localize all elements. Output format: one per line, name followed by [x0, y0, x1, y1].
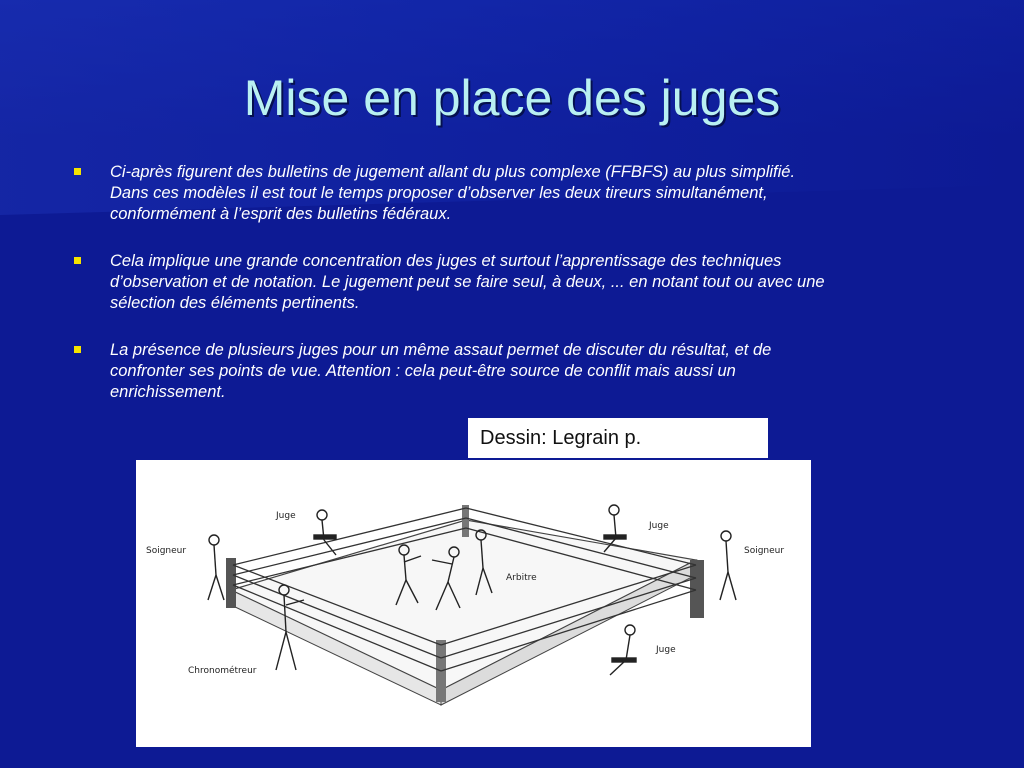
- bullet-text: La présence de plusieurs juges pour un même assaut permet de discuter du résultat, et de confronter ses points de vue. Attention : cela peut-être source de conflit mais aussi un enrichissement.: [110, 341, 772, 401]
- bullet-square-icon: [74, 346, 81, 353]
- bullet-item: [70, 162, 830, 225]
- bullet-item: [70, 251, 830, 314]
- bullet-text: Cela implique une grande concentration des juges et surtout l’apprentissage des techniques d’observation et de notation. Le jugement peut se faire seul, à deux, ... en notant tout ou avec une sélection des éléments pertinents.: [110, 252, 825, 312]
- bullet-text: Ci-après figurent des bulletins de jugement allant du plus complexe (FFBFS) au plus simplifié. Dans ces modèles il est tout le temps proposer d’observer les deux tireurs simultanément, conformément à l’esprit des bulletins fédéraux.: [110, 163, 796, 223]
- slide-title: Mise en place des juges: [243, 70, 781, 126]
- label-chronometreur: Chronométreur: [188, 666, 257, 676]
- label-juge-bottom: Juge: [656, 645, 676, 655]
- label-soigneur-right: Soigneur: [744, 546, 785, 556]
- bullet-list: [70, 162, 830, 429]
- bullet-square-icon: [74, 168, 81, 175]
- label-soigneur-left: Soigneur: [146, 546, 187, 556]
- bullet-item: [70, 340, 830, 403]
- bullet-square-icon: [74, 257, 81, 264]
- image-caption: Dessin: Legrain p.: [468, 418, 768, 458]
- label-juge-top-left: Juge: [276, 511, 296, 521]
- label-juge-top-right: Juge: [649, 521, 669, 531]
- corner-post-back: [462, 505, 469, 537]
- ring-illustration: [136, 460, 811, 747]
- label-arbitre: Arbitre: [506, 573, 537, 583]
- boxing-ring-drawing: [136, 460, 811, 747]
